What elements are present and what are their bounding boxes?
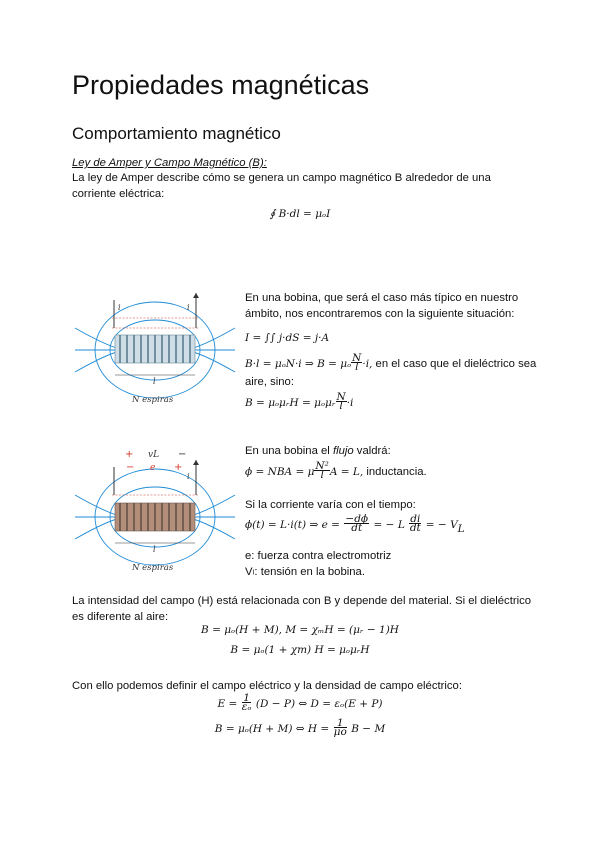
bobina1-eq3: B = μₒμᵣH = μₒμᵣ bbox=[245, 397, 336, 409]
bobina1-eq2: B·l = μₒN·i ⇒ B = μₒ bbox=[245, 358, 352, 370]
bobina1-eq2-text: en el caso que el dieléctrico sea aire, sino: bbox=[245, 358, 537, 388]
fig2-e: e bbox=[150, 463, 156, 473]
eq-e1-b: (D − P) ⇔ D = εₒ(E + P) bbox=[255, 698, 383, 710]
law-label: Ley de Amper y Campo Magnético (B): bbox=[72, 157, 267, 169]
fig2-minus: − bbox=[178, 449, 187, 460]
intro-paragraph: La ley de Amper describe cómo se genera un campo magnético B alrededor de una corriente eléctrica: bbox=[72, 172, 491, 200]
frac-e1-num: 1 bbox=[243, 692, 250, 705]
intensity-paragraph: La intensidad del campo (H) está relacionada con B y depende del material. Si el dieléctrico es diferente al aire: bbox=[72, 595, 532, 623]
field-paragraph: Con ello podemos definir el campo eléctrico y la densidad de campo eléctrico: bbox=[72, 680, 462, 692]
fig2-plus: + bbox=[125, 449, 134, 460]
bobina2-eq1-text: inductancia. bbox=[363, 466, 427, 478]
fig2-plus-red: + bbox=[174, 462, 183, 473]
bobina2-eq2-end: = − V bbox=[425, 519, 458, 531]
bobina2-eq1: ϕ = NBA = μ bbox=[245, 466, 315, 478]
eq-e2-a: B = μₒ(H + M) ⇔ H = bbox=[214, 723, 330, 735]
fig2-minus-red: − bbox=[126, 462, 135, 473]
current-arrow bbox=[193, 293, 199, 298]
frac3-den: l bbox=[339, 400, 343, 413]
bobina2-eq2: ϕ(t) = L·i(t) ⇒ e = bbox=[245, 519, 340, 531]
ampere-equation: ∮ B·dl = μₒI bbox=[269, 208, 331, 220]
bobina2-text-suffix: valdrá: bbox=[353, 445, 391, 457]
bobina1-eq3-suffix: ·i bbox=[346, 397, 354, 409]
bobina1-eq1: I = ∫∫ j·dS = j·A bbox=[245, 332, 330, 344]
frac-dphi: −dϕ bbox=[345, 513, 369, 526]
frac-num: N bbox=[352, 352, 362, 365]
coil-flux-figure bbox=[70, 445, 240, 575]
bobina2-eq2-sub: L bbox=[457, 523, 465, 536]
frac-n2: N² bbox=[315, 460, 329, 473]
lead-arrow bbox=[193, 460, 199, 465]
bobina1-text: En una bobina, que será el caso más típico en nuestro ámbito, nos encontraremos con la siguiente situación: bbox=[245, 292, 519, 320]
bobina1-eq2-suffix: ·i, bbox=[362, 358, 373, 370]
bobina2-eq1-suffix: A = L, bbox=[329, 466, 364, 478]
bobina2-line2: Si la corriente varía con el tiempo: bbox=[245, 499, 416, 511]
frac3-num: N bbox=[336, 391, 346, 404]
bobina2-text-prefix: En una bobina el bbox=[245, 445, 333, 457]
fig2-length: l bbox=[153, 545, 156, 554]
eq-e1-a: E = bbox=[217, 698, 238, 710]
bobina2-eq2-mid: = − L bbox=[373, 519, 405, 531]
eq-h1: B = μₒ(H + M), M = χₘH = (μᵣ − 1)H bbox=[201, 624, 399, 636]
frac-e2-num: 1 bbox=[334, 719, 347, 728]
frac-e1-den: εₒ bbox=[241, 701, 252, 714]
section-title: Comportamiento magnético bbox=[72, 124, 281, 143]
eq-h2: B = μₒ(1 + χm) H = μₒμᵣH bbox=[230, 644, 370, 656]
page-title: Propiedades magnéticas bbox=[72, 70, 370, 100]
bobina2-text-em: flujo bbox=[332, 445, 354, 457]
frac-dt2: dt bbox=[409, 522, 421, 535]
def-vl: Vₗ: tensión en la bobina. bbox=[245, 566, 365, 578]
fig2-label: N espiras bbox=[132, 563, 174, 573]
def-e: e: fuerza contra electromotriz bbox=[245, 550, 392, 562]
fig1-label: N espiras bbox=[132, 395, 174, 405]
fig2-vl: vL bbox=[148, 450, 160, 460]
frac-dt: dt bbox=[351, 522, 363, 535]
eq-e2-b: B − M bbox=[351, 723, 386, 735]
frac-l2: l bbox=[320, 469, 324, 482]
frac-den: l bbox=[355, 361, 359, 374]
coil-field-figure bbox=[70, 288, 240, 408]
bobina2-text bbox=[245, 443, 391, 459]
fig1-i-right: i bbox=[187, 303, 190, 312]
frac-e2-den: μo bbox=[333, 726, 347, 739]
fig1-length: l bbox=[153, 377, 156, 386]
fig2-i: i bbox=[187, 472, 190, 481]
fig1-i-left: i bbox=[118, 303, 121, 312]
frac-di: di bbox=[410, 513, 421, 526]
